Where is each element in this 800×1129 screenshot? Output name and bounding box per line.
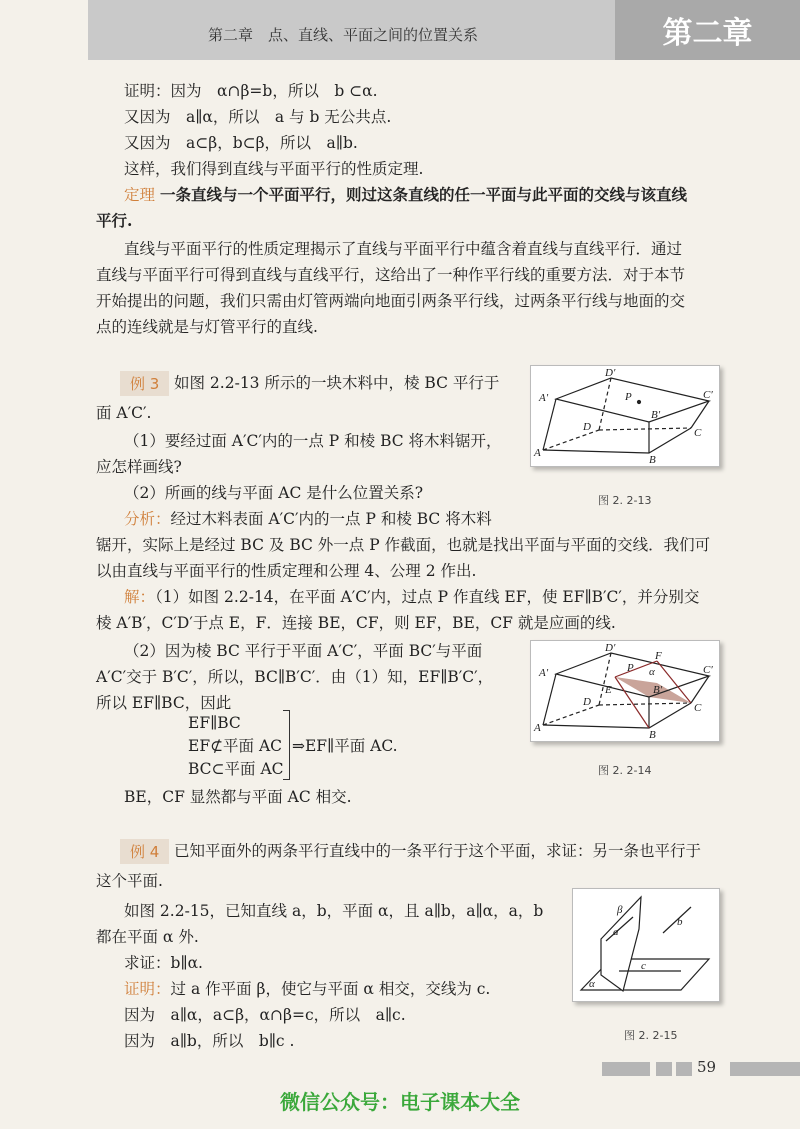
proof-line-1: 证明：因为 α∩β=b，所以 b ⊂α. [124,82,378,100]
f14-label-5: α [649,666,655,678]
ex3-solution-4: A′C′交于 B′C′，所以，BC∥B′C′．由（1）知，EF∥B′C′， [96,668,494,686]
theorem-line-2: 平行. [96,211,133,230]
ex4-given-2: 都在平面 α 外. [96,928,199,946]
solution-text: （1）如图 2.2-14，在平面 A′C′内，过点 P 作直线 EF，使 EF∥B′C′，并分别交 [155,588,700,606]
watermark: 微信公众号：电子课本大全 [280,1090,520,1114]
ex3-analysis-3: 以由直线与平面平行的性质定理和公理 4、公理 2 作出. [96,562,477,580]
ex4-prove: 求证：b∥α. [124,954,203,972]
f15-label-2: b [677,916,683,928]
ex4-proof-2: 因为 a∥α，a⊂β，α∩β=c，所以 a∥c. [124,1006,406,1024]
f15-label-3: c [641,960,646,972]
theorem-line-1 [124,184,687,206]
footer-bar-mid [656,1062,672,1076]
proof-line-3: 又因为 a⊂β，b⊂β，所以 a∥b. [124,134,358,152]
paragraph-line-2: 直线与平面平行可得到直线与直线平行，这给出了一种作平行线的重要方法．对于本节 [96,266,686,284]
figure-2-2-15-caption: 图 2. 2-15 [624,1029,678,1042]
figure-2-2-14-caption: 图 2. 2-14 [598,764,652,777]
paragraph-line-1: 直线与平面平行的性质定理揭示了直线与平面平行中蕴含着直线与直线平行．通过 [124,240,683,258]
f15-label-0: β [617,904,623,916]
ex3-sub-2: （2）所画的线与平面 AC 是什么位置关系? [124,484,424,502]
ex3-analysis-1 [124,508,492,530]
f14-label-7: B′ [653,684,663,696]
f13-label-3: P [625,391,632,403]
analysis-label: 分析： [124,510,171,528]
ex3-analysis-2: 锯开，实际上是经过 BC 及 BC 外一点 P 作截面，也就是找出平面与平面的交线．我们可 [96,536,711,554]
analysis-text: 经过木料表面 A′C′内的一点 P 和棱 BC 将木料 [170,510,492,528]
f15-label-1: a [613,926,619,938]
ex3-solution-3: （2）因为棱 BC 平行于平面 A′C′，平面 BC′与平面 [124,642,483,660]
ex4-given-1: 如图 2.2-15，已知直线 a，b，平面 α，且 a∥b，a∥α，a，b [124,902,544,920]
f14-label-0: D′ [605,642,616,654]
brace-result: ⇒EF∥平面 AC. [292,737,398,755]
f13-label-7: A [534,447,541,459]
f14-label-8: D [583,696,591,708]
f13-label-8: B [649,454,656,466]
paragraph-line-3: 开始提出的问题，我们只需由灯管两端向地面引两条平行线，过两条平行线与地面的交 [96,292,686,310]
ex4-question-1: 已知平面外的两条平行直线中的一条平行于这个平面，求证：另一条也平行于 [174,842,702,860]
f13-label-4: B′ [651,409,661,421]
ex4-proof-1 [124,978,490,1000]
page-header [88,0,800,60]
paragraph-line-4: 点的连线就是与灯管平行的直线. [96,318,318,336]
f13-label-2: A′ [539,392,549,404]
figure-2-2-13-caption: 图 2. 2-13 [598,494,652,507]
ex3-question-2: 面 A′C′. [96,404,152,422]
f15-label-4: α [589,978,595,990]
figure-2-2-13 [530,365,720,467]
f14-label-1: F [655,650,662,662]
ex3-sub-1a: （1）要经过面 A′C′内的一点 P 和棱 BC 将木料锯开， [124,432,502,450]
theorem-text: 一条直线与一个平面平行，则过这条直线的任一平面与此平面的交线与该直线 [159,185,687,204]
brace [283,710,290,780]
f14-label-3: A′ [539,667,549,679]
proof-line-4: 这样，我们得到直线与平面平行的性质定理. [124,160,424,178]
ex4-proof-3: 因为 a∥b，所以 b∥c . [124,1032,295,1050]
theorem-label: 定理 [124,186,156,204]
proof-text: 过 a 作平面 β，使它与平面 α 相交，交线为 c. [170,980,491,998]
footer-bar-right [730,1062,800,1076]
example-3-tag: 例 3 [120,371,169,396]
f14-label-11: B [649,729,656,741]
f14-label-2: C′ [703,664,713,676]
f13-label-6: C [694,427,702,439]
figure-2-2-14 [530,640,720,742]
ex3-question-1: 如图 2.2-13 所示的一块木料中，棱 BC 平行于 [174,374,500,392]
brace-line-2: EF⊄平面 AC [188,737,283,755]
brace-line-1: EF∥BC [188,714,241,732]
chapter-breadcrumb: 第二章 点、直线、平面之间的位置关系 [208,26,479,44]
ex3-sub-1b: 应怎样画线? [96,458,182,476]
f14-label-10: A [534,722,541,734]
f14-label-9: C [694,702,702,714]
example-4-tag: 例 4 [120,839,169,864]
proof-label: 证明： [124,980,171,998]
f14-label-4: P [627,662,634,674]
ex3-solution-2: 棱 A′B′，C′D′于点 E，F．连接 BE，CF，则 EF，BE，CF 就是应画的线. [96,614,616,632]
ex4-question-2: 这个平面. [96,872,163,890]
page-number: 59 [697,1058,717,1076]
figure-2-2-15 [572,888,720,1002]
f13-label-1: C′ [703,389,713,401]
footer-bar-mid-2 [676,1062,692,1076]
chapter-badge: 第二章 [615,0,800,60]
ex3-solution-1 [124,586,699,608]
solution-label: 解： [124,588,156,606]
footer-bar-left [602,1062,650,1076]
f13-label-0: D′ [605,367,616,379]
ex3-solution-6: BE，CF 显然都与平面 AC 相交. [124,788,352,806]
proof-line-2: 又因为 a∥α，所以 a 与 b 无公共点. [124,108,392,126]
f13-label-5: D [583,421,591,433]
f14-label-6: E [605,684,612,696]
ex3-solution-5: 所以 EF∥BC，因此 [96,694,232,712]
brace-line-3: BC⊂平面 AC [188,760,284,778]
